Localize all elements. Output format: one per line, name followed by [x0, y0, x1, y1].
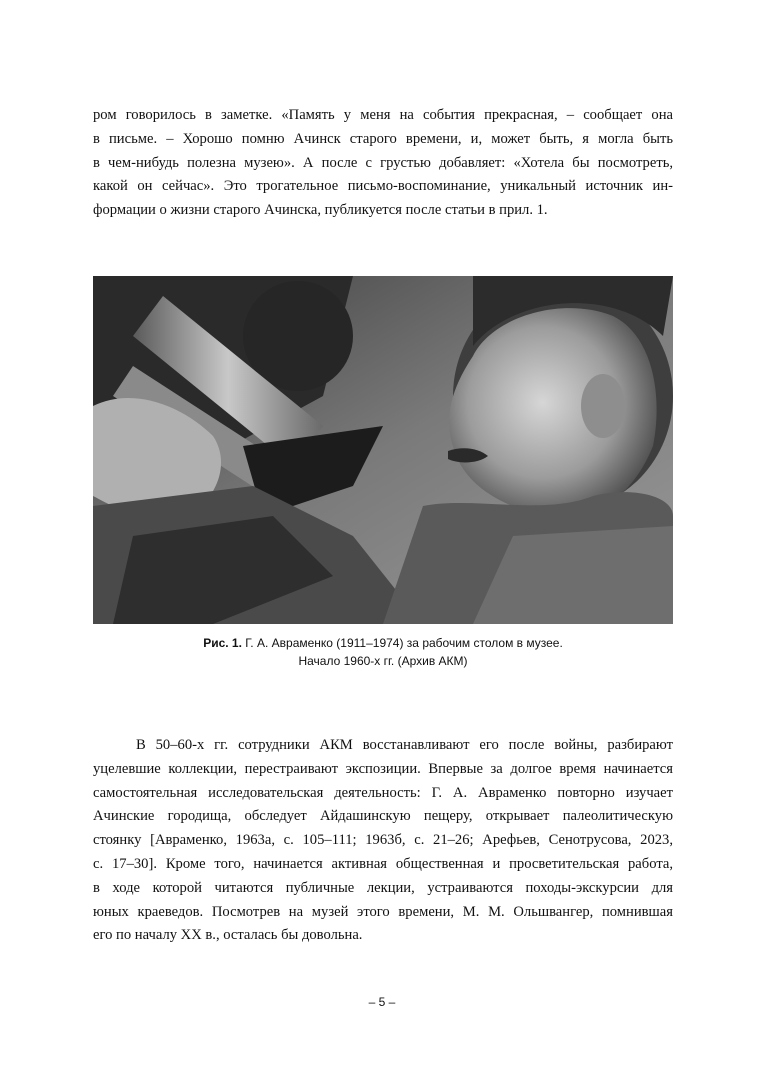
- text-line: В 50–60-х гг. сотрудники АКМ восстанавливают его после войны, разбирают: [136, 737, 673, 753]
- text-line: с. 17–30]. Кроме того, начинается активная общественная и просветительская работа,: [93, 855, 673, 872]
- archive-photo: [93, 276, 673, 624]
- text-line: в чем-нибудь полезна музею». А после с грустью добавляет: «Хотела бы посмотреть,: [93, 154, 673, 171]
- paragraph-intro: [93, 104, 673, 223]
- page-number: – 5 –: [368, 995, 396, 1009]
- paragraph-main: [93, 734, 673, 948]
- text-line: Ачинские городища, обследует Айдашинскую пещеру, открывает палеолитическую: [93, 808, 673, 825]
- portrait-illustration: [93, 276, 673, 624]
- figure-caption: [93, 634, 673, 670]
- caption-text-line2: Начало 1960-х гг. (Архив АКМ): [298, 654, 468, 668]
- text-line: уцелевшие коллекции, перестраивают экспозиции. Впервые за долгое время начинается: [93, 760, 673, 777]
- caption-label: Рис. 1.: [203, 636, 242, 650]
- caption-text-line1: Г. А. Авраменко (1911–1974) за рабочим столом в музее.: [245, 636, 563, 650]
- text-line: ром говорилось в заметке. «Память у меня на события прекрасная, – сообщает она: [93, 107, 673, 123]
- text-line: юных краеведов. Посмотрев на музей этого времени, М. М. Ольшвангер, помнившая: [93, 903, 673, 920]
- text-line: стоянку [Авраменко, 1963а, с. 105–111; 1963б, с. 21–26; Арефьев, Сенотрусова, 2023,: [93, 832, 673, 849]
- text-line: его по началу XX в., осталась бы довольна.: [93, 927, 363, 944]
- text-line: какой он сейчас». Это трогательное письмо-воспоминание, уникальный источник ин-: [93, 178, 673, 195]
- text-line: самостоятельная исследовательская деятельность: Г. А. Авраменко повторно изучает: [93, 784, 673, 801]
- text-line: формации о жизни старого Ачинска, публикуется после статьи в прил. 1.: [93, 202, 548, 219]
- text-line: в ходе которой читаются публичные лекции, устраиваются походы-экскурсии для: [93, 879, 673, 896]
- text-line: в письме. – Хорошо помню Ачинск старого времени, и, может быть, я могла быть: [93, 130, 673, 147]
